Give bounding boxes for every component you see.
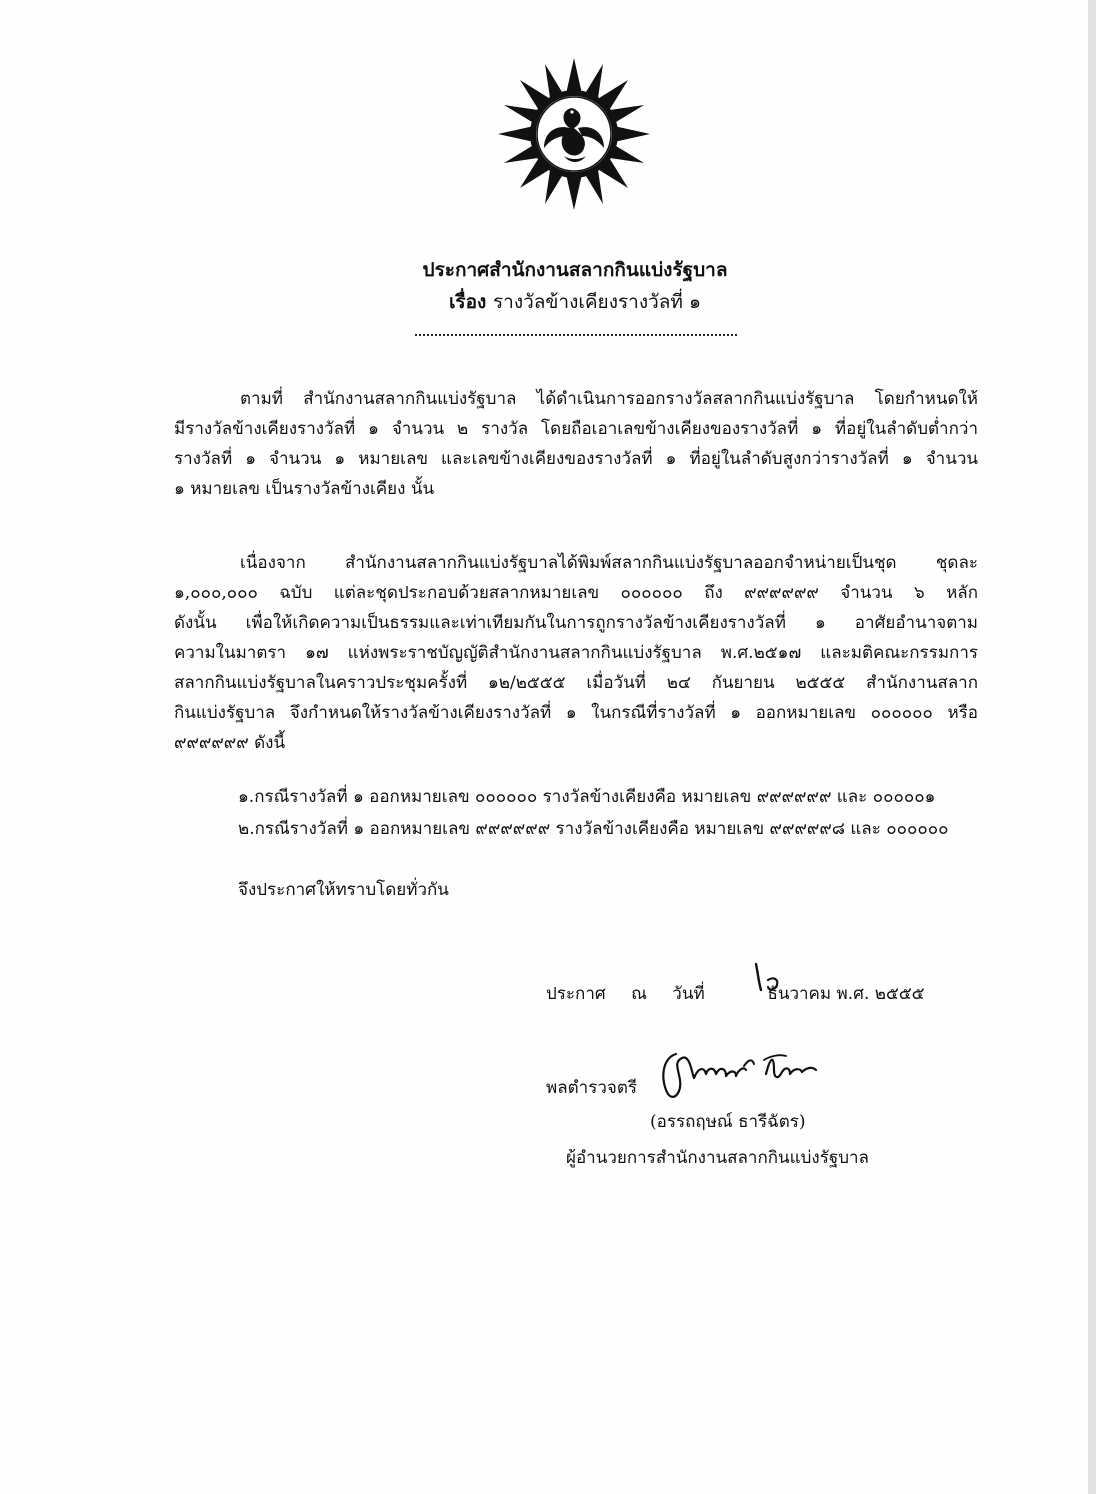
paragraph-line: ๑ หมายเลข เป็นรางวัลข้างเคียง นั้น [174, 479, 435, 499]
case-item-2: ๒.กรณีรางวัลที่ ๑ ออกหมายเลข ๙๙๙๙๙๙ รางวัลข้างเคียงคือ หมายเลข ๙๙๙๙๙๘ และ ๐๐๐๐๐๐ [238, 819, 949, 839]
month-year: ธันวาคม พ.ศ. ๒๕๕๕ [767, 984, 925, 1004]
paragraph-line: รางวัลที่ ๑ จำนวน ๑ หมายเลข และเลขข้างเคียงของรางวัลที่ ๑ ที่อยู่ในลำดับสูงกว่ารางวัลที่ ๑ จำนวน [174, 449, 978, 469]
paragraph-1 [174, 384, 978, 504]
at-label: ณ [631, 984, 647, 1004]
signer-rank: พลตำรวจตรี [546, 1078, 638, 1098]
paragraph-line: ดังนั้น เพื่อให้เกิดความเป็นธรรมและเท่าเทียมกันในการถูกรางวัลข้างเคียงรางวัลที่ ๑ อาศัยอำนาจตาม [174, 613, 978, 633]
closing-statement: จึงประกาศให้ทราบโดยทั่วกัน [238, 880, 449, 900]
paragraph-line: ตามที่ สำนักงานสลากกินแบ่งรัฐบาล ได้ดำเนินการออกรางวัลสลากกินแบ่งรัฐบาล โดยกำหนดให้ [240, 389, 978, 409]
paragraph-line: ความในมาตรา ๑๗ แห่งพระราชบัญญัติสำนักงานสลากกินแบ่งรัฐบาล พ.ศ.๒๕๑๗ และมติคณะกรรมการ [174, 643, 978, 663]
day-label: วันที่ [672, 984, 705, 1004]
paragraph-line: ๙๙๙๙๙๙ ดังนี้ [174, 733, 286, 753]
announced-label: ประกาศ [546, 984, 606, 1004]
paragraph-line: มีรางวัลข้างเคียงรางวัลที่ ๑ จำนวน ๒ รางวัล โดยถือเอาเลขข้างเคียงของรางวัลที่ ๑ ที่อยู่ในลำดับต่ำกว่า [174, 419, 978, 439]
document-title: ประกาศสำนักงานสลากกินแบ่งรัฐบาล [422, 259, 728, 281]
lottery-office-emblem [496, 56, 652, 212]
paragraph-line: เนื่องจาก สำนักงานสลากกินแบ่งรัฐบาลได้พิมพ์สลากกินแบ่งรัฐบาลออกจำหน่ายเป็นชุด ชุดละ [240, 553, 978, 573]
case-item-1: ๑.กรณีรางวัลที่ ๑ ออกหมายเลข ๐๐๐๐๐๐ รางวัลข้างเคียงคือ หมายเลข ๙๙๙๙๙๙ และ ๐๐๐๐๐๑ [238, 787, 936, 807]
paragraph-2 [174, 548, 978, 758]
paragraph-line: ๑,๐๐๐,๐๐๐ ฉบับ แต่ละชุดประกอบด้วยสลากหมายเลข ๐๐๐๐๐๐ ถึง ๙๙๙๙๙๙ จำนวน ๖ หลัก [174, 583, 978, 603]
handwritten-day-numeral [752, 960, 782, 996]
announcement-date [546, 980, 945, 1007]
paragraph-line: กินแบ่งรัฐบาล จึงกำหนดให้รางวัลข้างเคียงรางวัลที่ ๑ ในกรณีที่รางวัลที่ ๑ ออกหมายเลข ๐๐๐๐๐๐ หรือ [174, 703, 978, 723]
signer-position: ผู้อำนวยการสำนักงานสลากกินแบ่งรัฐบาล [566, 1148, 869, 1168]
subject-text: รางวัลข้างเคียงรางวัลที่ ๑ [492, 291, 702, 313]
subject-label: เรื่อง [448, 291, 487, 313]
handwritten-signature [652, 1040, 822, 1104]
paragraph-line: สลากกินแบ่งรัฐบาลในคราวประชุมครั้งที่ ๑๒/๒๕๕๕ เมื่อวันที่ ๒๔ กันยายน ๒๕๕๕ สำนักงานสลาก [174, 673, 978, 693]
viewer-right-margin [1088, 0, 1096, 1494]
document-subject-line [0, 290, 1096, 314]
title-divider [415, 334, 737, 336]
signer-name: (อรรถฤษณ์ ธารีฉัตร) [650, 1112, 806, 1132]
